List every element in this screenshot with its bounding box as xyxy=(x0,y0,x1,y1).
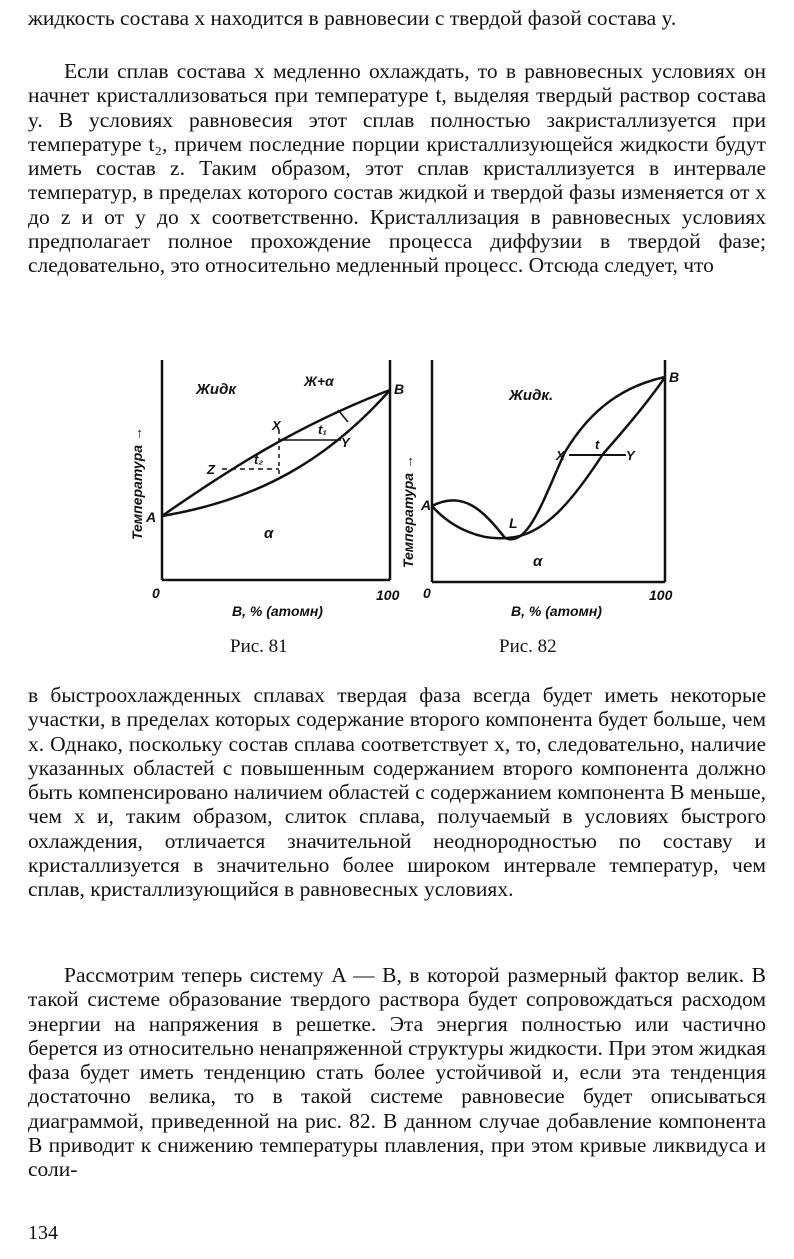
figure-82-caption: Рис. 82 xyxy=(499,636,557,657)
fig82-point-y: Y xyxy=(626,448,635,463)
figure-81-caption: Рис. 81 xyxy=(230,636,288,657)
figure-82-phase-diagram xyxy=(393,350,693,630)
fig81-pointer xyxy=(338,410,348,422)
fig82-point-b: B xyxy=(669,369,680,385)
fig82-x-min: 0 xyxy=(423,585,431,601)
fig82-point-x: X xyxy=(556,448,565,463)
figure-81-phase-diagram xyxy=(108,350,408,630)
fig82-alpha-label: α xyxy=(533,553,543,570)
fig81-point-y: Y xyxy=(341,435,350,450)
fig81-point-a: A xyxy=(146,509,157,525)
fig81-x-max: 100 xyxy=(376,587,400,603)
paragraph-1: жидкость состава x находится в равновесии с твердой фазой состава y. xyxy=(28,6,677,30)
fig82-x-max: 100 xyxy=(649,587,673,603)
fig81-point-x: X xyxy=(272,418,281,433)
fig82-t-label: t xyxy=(595,437,600,452)
fig81-x-min: 0 xyxy=(152,585,160,601)
fig81-t2-label: t₂ xyxy=(254,452,264,467)
paragraph-4: Рассмотрим теперь систему A — B, в которой размерный фактор велик. В такой системе образование твердого раствора будет сопровождаться расходом энергии на напряжения в решетке. Эта энергия полностью или частично берется из относительно ненапряженной структуры жидкости. При этом жидкая фаза будет иметь тенденцию стать более устойчивой и, если эта тенденция достаточно велика, то в такой системе равновесие будет описываться диаграммой, приведенной на рис. 82. В данном случае добавление компонента B приводит к снижению температуры плавления, при этом кривые ликвидуса и соли- xyxy=(28,963,766,1182)
fig81-point-b: B xyxy=(394,381,405,397)
fig82-point-a: A xyxy=(421,497,432,513)
fig82-point-l: L xyxy=(509,515,518,531)
fig82-x-axis-label: B, % (атомн) xyxy=(511,603,602,619)
fig82-y-axis-label: Температура → xyxy=(400,455,416,568)
fig81-t1-label: t₁ xyxy=(318,422,327,437)
fig81-liquidus-curve xyxy=(162,390,390,516)
fig81-two-phase-label: Ж+α xyxy=(304,373,334,389)
paragraph-3: в быстроохлажденных сплавах твердая фаза всегда будет иметь некоторые участки, в пределах которых содержание второго компонента будет больше, чем x. Однако, поскольку состав сплава соответствует x, то, следовательно, наличие указанных областей с повышенным содержанием второго компонента должно быть компенсировано наличием областей с содержанием компонента B меньше, чем x и, таким образом, слиток сплава, получаемый в условиях быстрого охлаждения, отличается значительной неоднородностью по составу и кристаллизуется в значительно более широком интервале температур, чем сплав, кристаллизующийся в равновесных условиях. xyxy=(28,683,766,902)
fig81-alpha-label: α xyxy=(264,525,274,542)
fig81-solidus-curve xyxy=(162,390,390,516)
paragraph-2: Если сплав состава x медленно охлаждать, то в равновесных условиях он начнет кристаллизоваться при температуре t, выделяя твердый раствор состава y. В условиях равновесия этот сплав полностью закристаллизуется при температуре t₂, причем последние порции кристаллизующейся жидкости будут иметь состав z. Таким образом, этот сплав кристаллизуется в интервале температур, в пределах которого состав жидкой и твердой фазы изменяется от x до z и от y до x соответственно. Кристаллизация в равновесных условиях предполагает полное прохождение процесса диффузии в твердой фазе; следовательно, это относительно медленный процесс. Отсюда следует, что xyxy=(28,59,766,278)
fig82-liquid-label: Жидк. xyxy=(509,387,554,404)
fig81-point-z: Z xyxy=(207,462,215,477)
fig81-y-axis-label: Температура → xyxy=(129,427,145,540)
page-number: 134 xyxy=(28,1222,58,1244)
fig81-x-axis-label: B, % (атомн) xyxy=(232,603,323,619)
fig81-liquid-label: Жидк xyxy=(196,381,236,398)
